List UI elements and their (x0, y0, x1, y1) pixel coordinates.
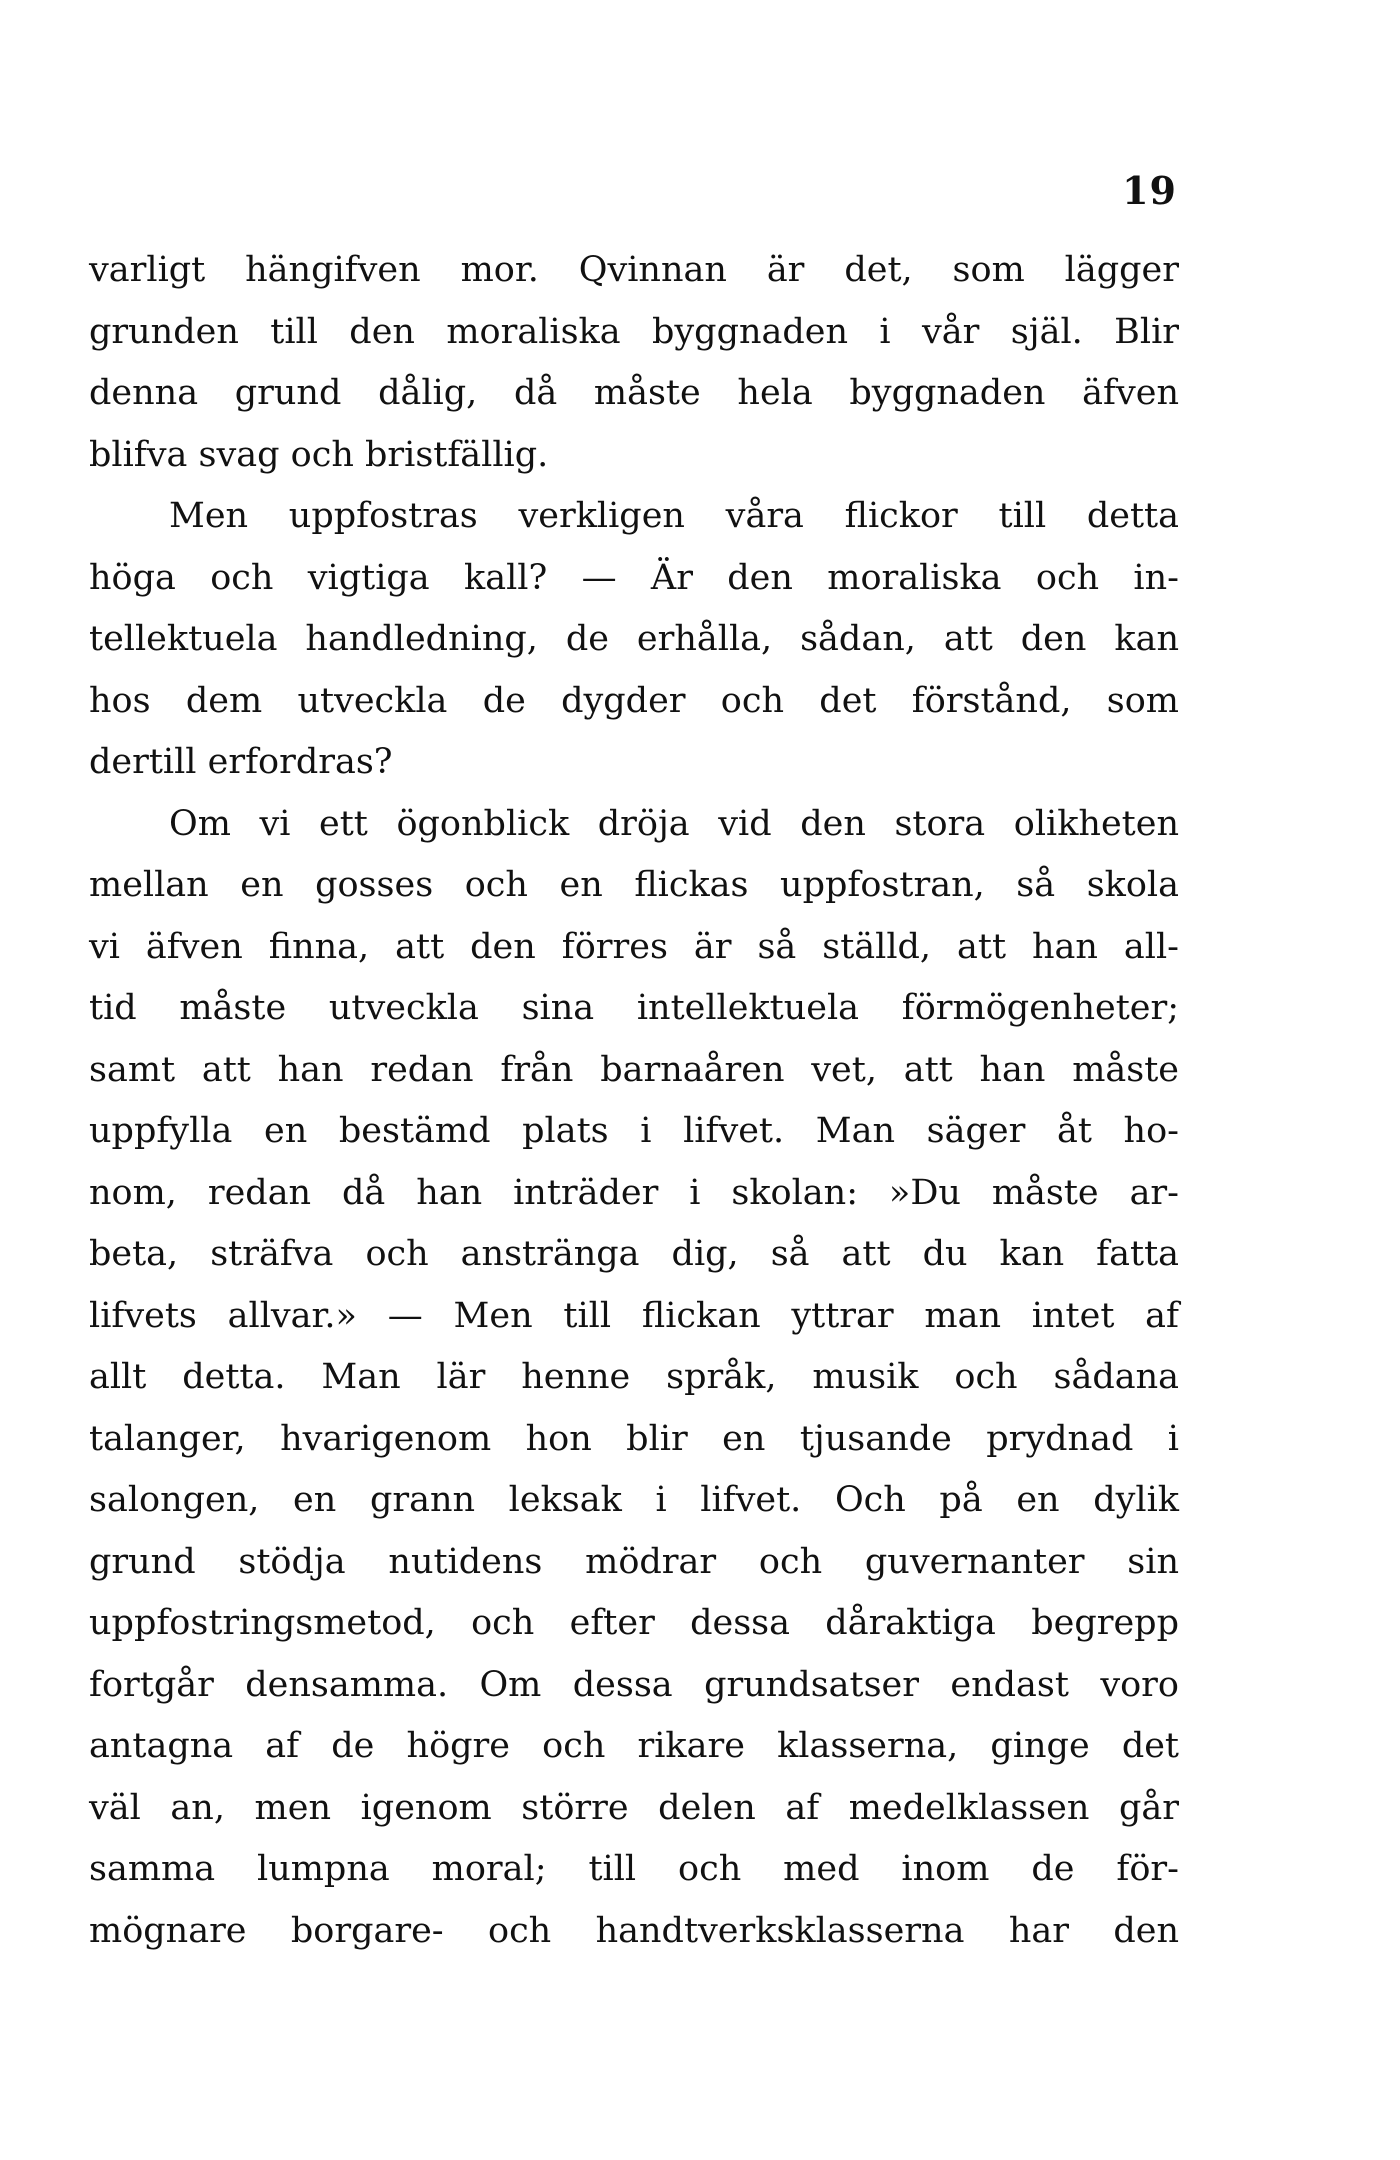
text-line: varligt hängifven mor. Qvinnan är det, som lägger (89, 250, 1179, 290)
text-line: vi äfven finna, att den förres är så ställd, att han all- (89, 926, 1179, 967)
text-line: tid måste utveckla sina intellektuela förmögenheter; (89, 988, 1179, 1028)
text-line: samma lumpna moral; till och med inom de för- (89, 1849, 1179, 1889)
text-line: uppfylla en bestämd plats i lifvet. Man säger åt ho- (89, 1111, 1179, 1151)
text-line: fortgår densamma. Om dessa grundsatser endast voro (89, 1664, 1179, 1705)
text-line: allt detta. Man lär henne språk, musik och sådana (89, 1357, 1179, 1397)
text-line: hos dem utveckla de dygder och det förstånd, som (89, 680, 1179, 721)
text-line: uppfostringsmetod, och efter dessa dåraktiga begrepp (89, 1603, 1179, 1643)
text-line: Men uppfostras verkligen våra flickor till detta (169, 496, 1179, 536)
text-line: salongen, en grann leksak i lifvet. Och på en dylik (89, 1480, 1179, 1520)
text-line: grunden till den moraliska byggnaden i vår själ. Blir (89, 311, 1179, 352)
text-line: tellektuela handledning, de erhålla, sådan, att den kan (89, 619, 1179, 659)
text-line: Om vi ett ögonblick dröja vid den stora olikheten (169, 803, 1179, 844)
text-line: mögnare borgare- och handtverksklasserna har den (89, 1910, 1179, 1951)
text-line: grund stödja nutidens mödrar och guvernanter sin (89, 1541, 1179, 1582)
text-line: denna grund dålig, då måste hela byggnaden äfven (89, 373, 1179, 413)
page-number: 19 (1122, 168, 1177, 213)
text-line: blifva svag och bristfällig. (89, 434, 549, 475)
body-text (89, 240, 1179, 1962)
text-line: nom, redan då han inträder i skolan: »Du måste ar- (89, 1172, 1179, 1213)
text-line: antagna af de högre och rikare klasserna, ginge det (89, 1726, 1179, 1766)
text-line: talanger, hvarigenom hon blir en tjusande prydnad i (89, 1418, 1179, 1459)
text-line: väl an, men igenom större delen af medelklassen går (89, 1787, 1179, 1828)
text-line: höga och vigtiga kall? — Är den moraliska och in- (89, 557, 1179, 598)
text-line: samt att han redan från barnaåren vet, att han måste (89, 1049, 1179, 1090)
text-line: beta, sträfva och anstränga dig, så att du kan fatta (89, 1234, 1179, 1274)
text-line: dertill erfordras? (89, 742, 393, 782)
text-line: lifvets allvar.» — Men till flickan yttrar man intet af (89, 1295, 1179, 1336)
text-line: mellan en gosses och en flickas uppfostran, så skola (89, 865, 1179, 905)
